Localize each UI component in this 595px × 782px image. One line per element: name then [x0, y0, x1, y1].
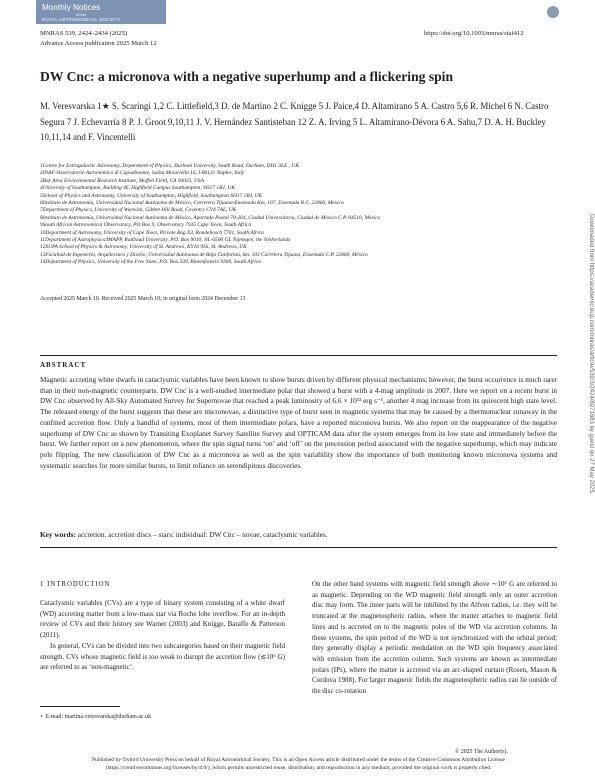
- keywords: [40, 530, 557, 539]
- keywords-label: Key words:: [40, 530, 76, 539]
- affiliation: 5School of Physics and Astronomy, University of Southampton, Highfield, Southampton SO17 1BJ, UK: [40, 192, 263, 199]
- copyright: © 2025 The Author(s).: [455, 749, 508, 755]
- column-left: [40, 598, 285, 673]
- affiliation: 6Instituto de Astronomía, Universidad Nacional Autónoma de México, Carretera Tijuana-Ensenada Km. 107, Ensenada B.C. 22860, México: [40, 200, 344, 207]
- crossmark-icon[interactable]: [547, 6, 559, 18]
- abstract-text: Magnetic accreting white dwarfs in cataclysmic variables have been known to show bursts driven by different physical mechanisms; however, the burst occurrence is much rarer than in their non-magnetic counterparts. DW Cnc is a well-studied intermediate polar that showed a burst with a 4-mag amplitude in 2007. Here we report on a recent burst in DW Cnc observed by All-Sky Automated Survey for Supernovae that reached a peak luminosity of 6.6 × 10³³ erg s⁻¹, another 4 mag increase from its quiescent high state level. The released energy of the burst suggests that these are micronovae, a distinctive type of burst seen in magnetic systems that may be caused by a thermonuclear runaway in the confined accretion flow. Only a handful of systems, most of them intermediate polars, have a reported micronova bursts. We also report on the reappearance of the negative superhump of DW Cnc as shown by Transiting Exoplanet Survey Satellite Survey and OPTICAM data after the system emerges from its low state and immediately before the burst. We further report on a new phenomenon, where the spin signal turns ‘on’ and ‘off’ on the precession period associated with the negative superhump, which may indicate pole flipping. The new classification of DW Cnc as a micronova as well as the spin variability show the importance of both monitoring known micronova systems and systematic searches for more similar bursts, to limit reliance on serendipitous discoveries.: [40, 375, 557, 470]
- abstract-heading: ABSTRACT: [40, 361, 87, 369]
- affiliation: 9South African Astronomical Observatory, PO Box 9, Observatory 7935 Cape Town, South Africa: [40, 222, 252, 229]
- section-heading: 1 INTRODUCTION: [40, 581, 111, 588]
- affiliation: 10Department of Astronomy, University of Cape Town, Private Bag X3, Rondebosch 7701, South Africa: [40, 229, 264, 236]
- divider: [40, 547, 557, 548]
- affiliation: 3Bay Area Environmental Research Institute, Moffett Field, CA 94035, USA: [40, 177, 204, 184]
- doi-link[interactable]: https://doi.org/10.1093/mnras/staf412: [424, 30, 524, 37]
- license-footer: Published by Oxford University Press on behalf of Royal Astronomical Society. This is an Open Access article distributed under the terms of the Creative Commons Attribution License (https://creativecommons.org/licenses/by/4.0/), which permits unrestricted reuse, distribution, and reproduction in any medium, provided the original work is properly cited.: [92, 757, 505, 771]
- paper-title: DW Cnc: a micronova with a negative superhump and a flickering spin: [40, 69, 454, 84]
- journal-name: Monthly Notices: [42, 3, 101, 12]
- advance-access: Advance Access publication 2025 March 12: [40, 40, 157, 47]
- affiliation: 4University of Southampton, Building 46, Highfield Campus Southampton, SO17 1BJ, UK: [40, 185, 235, 192]
- author-email[interactable]: ⋆ E-mail: martina.veresvarska@durham.ac.uk: [40, 714, 152, 720]
- paragraph: On the other hand systems with magnetic field strength above ∼10⁶ G are referred to as magnetic. Depending on the WD magnetic field strength only an outer accretion disc may form. The inner parts will be inhibited by the Alfven radius, i.e. they will be truncated at the magnetospheric radius, where the matter attaches to magnetic field lines and is accreted on to the magnetic poles of the WD via accretion columns. In these systems, the spin period of the WD is not synchronized with the orbital period; they generally display a periodic modulation on the WD spin frequency associated with emission from the accretion column. Such systems are known as intermediate polars (IPs), where the matter is accreted via an arc-shaped curtain (Rosen, Mason & Cordova 1988). For larger magnetic fields the magnetospheric radius can lie outside of the disc co-rotation: [312, 580, 557, 696]
- affiliation-list: [40, 163, 560, 267]
- affiliation: 11Department of Astrophysics/IMAPP, Radboud University, P.O. Box 9010, NL-6500 GL Nijmegen, the Netherlands: [40, 237, 291, 244]
- journal-of: of the: [76, 12, 87, 17]
- affiliation: 1Centre for Extragalactic Astronomy, Department of Physics, Durham University, South Road, Durham, DH1 3LE , UK: [40, 163, 299, 169]
- affiliation: 7Department of Physics, University of Warwick, Gibbet Hill Road, Coventry CV4 7AL, UK: [40, 207, 237, 214]
- affiliation: 12SUPA School of Physics & Astronomy, University of St. Andrews, KY16 9SS, St. Andrews, UK: [40, 244, 247, 251]
- affiliation: 2INAF-Osservatorio Astronomico di Capodimonte, Salita Moiariello 16, I-80131 Naples, Italy: [40, 170, 245, 177]
- journal-society: ROYAL ASTRONOMICAL SOCIETY: [42, 17, 121, 22]
- affiliation: 13Facultad de Ingeniería, Arquitectura y Diseño, Universidad Autónoma de Baja California, km. 103 Carretera Tijuana, Ensenada C.P. 22860, México: [40, 251, 368, 258]
- accepted-dates: Accepted 2025 March 10. Received 2025 March 10; in original form 2024 December 13: [40, 296, 246, 302]
- download-watermark: Downloaded from https://academic.oup.com/mnras/article/539/3/2424/8071883 by guest on 27 May 2025: [588, 214, 594, 493]
- footnote-rule: [40, 706, 120, 707]
- author-list: M. Veresvarska 1★ S. Scaringi 1,2 C. Littlefield,3 D. de Martino 2 C. Knigge 5 J. Paice,4 D. Altamirano 5 A. Castro 5,6 R. Michel 6 N. Castro Segura 7 J. Echevarría 8 P. J. Groot 9,10,11 J. V. Hernández Santisteban 12 Z. A. Irving 5 L. Altamirano-Dévora 6 A. Sahu,7 D. A. H. Buckley 10,11,14 and F. Vincentelli: [40, 101, 549, 142]
- citation: MNRAS 539, 2424–2434 (2025): [40, 30, 128, 37]
- divider: [40, 355, 557, 356]
- affiliation: 14Department of Physics, University of the Free State, P.O. Box 339, Bloemfontein 9300, South Africa: [40, 259, 261, 266]
- paragraph: In general, CVs can be divided into two subcategories based on their magnetic field strength. CVs whose magnetic field is too weak to disrupt the accretion flow (≲10⁶ G) are referred to as ‘non-magnetic’.: [40, 641, 285, 672]
- column-right: [312, 579, 557, 697]
- affiliation: 8Instituto de Astronomía, Universidad Nacional Autónoma de México, Apartado Postal 70-264, Ciudad Universitaria, Ciudad de México C.P. 04510, México: [40, 214, 381, 221]
- paragraph: Cataclysmic variables (CVs) are a type of binary system consisting of a white dwarf (WD) accreting matter from a low-mass star via Roche lobe overflow. For an in-depth review of CVs and their history see Warner (2003) and Knigge, Baraffe & Patterson (2011).: [40, 599, 285, 640]
- keywords-text: accretion, accretion discs – stars: individual: DW Cnc – novae, cataclysmic variables.: [77, 530, 328, 539]
